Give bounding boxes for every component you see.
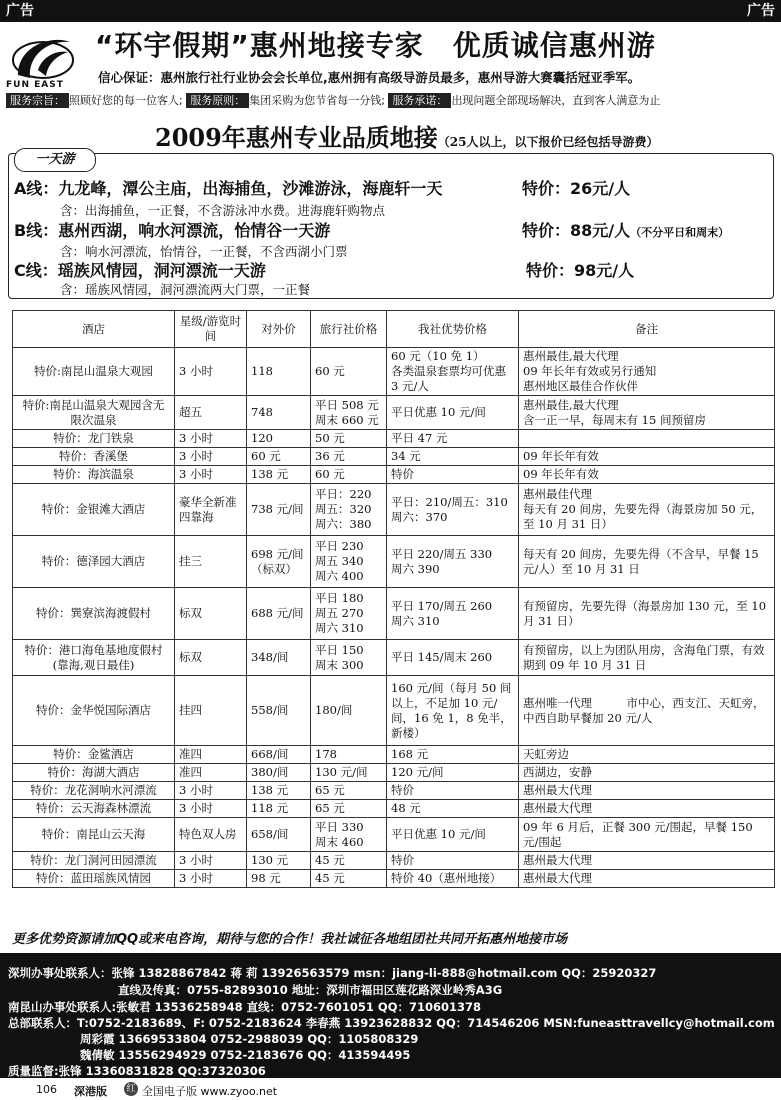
contact-line: 直线及传真：0755-82893010 地址：深圳市福田区莲花路深业岭秀A3G	[118, 983, 503, 997]
contact-block	[0, 953, 781, 1078]
table-cell: 平日优惠 10 元/间	[387, 396, 519, 430]
table-cell: 特价：蓝田瑶族风情园	[13, 870, 175, 888]
table-cell: 特价：龙门洞河田园漂流	[13, 852, 175, 870]
table-cell: 特价	[387, 782, 519, 800]
col-header-agency-price: 旅行社价格	[311, 311, 387, 348]
contact-line: 南昆山办事处联系人:张敏君 13536258948 直线：0752-7601051 QQ：710601378	[8, 1000, 481, 1014]
table-cell: 748	[247, 396, 311, 430]
table-cell: 130 元	[247, 852, 311, 870]
table-cell: 惠州最佳,最大代理 含一正一早，每周末有 15 间预留房	[519, 396, 775, 430]
table-row	[13, 746, 775, 764]
table-cell: 3 小时	[175, 348, 247, 396]
table-cell: 准四	[175, 764, 247, 782]
table-cell: 平日：220 周五：320 周六：380	[311, 484, 387, 536]
table-cell: 09 年长年有效	[519, 466, 775, 484]
table-cell: 特价：港口海龟基地度假村(靠海,观日最佳)	[13, 640, 175, 676]
tour-b-price-note: （不分平日和周末）	[630, 226, 730, 239]
table-cell: 45 元	[311, 870, 387, 888]
table-cell: 658/间	[247, 818, 311, 852]
table-cell: 120 元/间	[387, 764, 519, 782]
table-cell: 130 元/间	[311, 764, 387, 782]
table-cell: 138 元	[247, 466, 311, 484]
table-cell: 特价	[387, 466, 519, 484]
table-cell: 平日 180 周五 270 周六 310	[311, 588, 387, 640]
table-cell	[519, 430, 775, 448]
edition-label: 深港版	[74, 1085, 107, 1098]
table-cell: 特价：云天海森林漂流	[13, 800, 175, 818]
table-cell: 特价:南昆山温泉大观园	[13, 348, 175, 396]
table-cell: 平日 230 周五 340 周六 400	[311, 536, 387, 588]
table-cell: 98 元	[247, 870, 311, 888]
table-cell: 特价:南昆山温泉大观园含无限次温泉	[13, 396, 175, 430]
logo-text: FUN EAST	[6, 80, 64, 90]
table-cell: 平日 47 元	[387, 430, 519, 448]
table-cell: 平日 145/周末 260	[387, 640, 519, 676]
col-header-hotel: 酒店	[13, 311, 175, 348]
table-cell: 50 元	[311, 430, 387, 448]
col-header-star: 星级/游览时间	[175, 311, 247, 348]
table-row	[13, 484, 775, 536]
cta-text: 更多优势资源请加QQ或来电咨询，期待与您的合作！我社诚征各地组团社共同开拓惠州地接市场	[12, 932, 568, 947]
table-cell: 特价：德泽园大酒店	[13, 536, 175, 588]
table-cell: 09 年 6 月后，正餐 300 元/围起，早餐 150 元/围起	[519, 818, 775, 852]
table-row	[13, 782, 775, 800]
table-cell: 平日 170/周五 260 周六 310	[387, 588, 519, 640]
table-row	[13, 800, 775, 818]
col-header-our-price: 我社优势价格	[387, 311, 519, 348]
col-header-public-price: 对外价	[247, 311, 311, 348]
table-cell: 平日：210/周五：310 周六：370	[387, 484, 519, 536]
section-title	[155, 118, 659, 153]
table-cell: 3 小时	[175, 466, 247, 484]
tour-c-price	[526, 258, 634, 281]
table-cell: 65 元	[311, 800, 387, 818]
table-cell: 3 小时	[175, 448, 247, 466]
top-banner	[0, 0, 781, 22]
one-day-tour-badge: 一天游	[14, 148, 96, 172]
table-cell: 60 元	[311, 348, 387, 396]
hotel-price-table	[12, 310, 775, 888]
table-cell: 平日 150 周末 300	[311, 640, 387, 676]
table-cell: 60 元	[247, 448, 311, 466]
table-cell: 平日 220/周五 330 周六 390	[387, 536, 519, 588]
table-row	[13, 396, 775, 430]
table-cell: 每天有 20 间房，先要先得（不含早，早餐 15 元/人）至 10 月 31 日	[519, 536, 775, 588]
col-header-notes: 备注	[519, 311, 775, 348]
table-cell: 668/间	[247, 746, 311, 764]
table-cell: 特价	[387, 852, 519, 870]
table-row	[13, 852, 775, 870]
table-cell: 惠州最大代理	[519, 800, 775, 818]
table-cell: 惠州最大代理	[519, 870, 775, 888]
table-cell: 惠州最大代理	[519, 852, 775, 870]
tour-c-includes: 含：瑶族风情园，洞河漂流两大门票，一正餐	[60, 282, 311, 297]
table-cell: 特价：龙门铁泉	[13, 430, 175, 448]
table-cell: 特价：海湖大酒店	[13, 764, 175, 782]
tour-b-includes: 含：响水河漂流，怡情谷，一正餐，不含西湖小门票	[60, 244, 348, 259]
table-cell: 3 小时	[175, 870, 247, 888]
table-cell: 特价 40（惠州地接）	[387, 870, 519, 888]
table-cell: 558/间	[247, 676, 311, 746]
page-number: 106	[36, 1083, 57, 1096]
contact-line: 周彩霞 13669533804 0752-2988039 QQ：1105808329	[80, 1032, 419, 1046]
table-cell: 138 元	[247, 782, 311, 800]
tour-a-price	[522, 176, 630, 199]
table-cell: 09 年长年有效	[519, 448, 775, 466]
tour-a-name: A线：九龙峰，潭公主庙，出海捕鱼，沙滩游泳，海鹿轩一天	[14, 179, 443, 198]
table-cell: 118	[247, 348, 311, 396]
service-text: 集团采购为您节省每一分钱;	[249, 94, 385, 107]
section-title-text: 2009年惠州专业品质地接	[155, 123, 438, 152]
table-cell: 西湖边，安静	[519, 764, 775, 782]
table-row	[13, 448, 775, 466]
table-cell: 348/间	[247, 640, 311, 676]
service-tag: 服务承诺：	[388, 93, 451, 108]
table-cell: 有预留房，以上为团队用房，含海龟门票，有效期到 09 年 10 月 31 日	[519, 640, 775, 676]
table-cell: 120	[247, 430, 311, 448]
service-tag: 服务宗旨：	[6, 93, 69, 108]
guarantee: 信心保证：惠州旅行社行业协会会长单位,惠州拥有高级导游员最多，惠州导游大赛囊括冠亚季军。	[98, 70, 641, 85]
tour-a-price-text: 特价：26元/人	[522, 179, 631, 198]
service-text: 照顾好您的每一位客人;	[69, 94, 183, 107]
table-cell: 特价：巽寮滨海渡假村	[13, 588, 175, 640]
table-cell: 特价：海滨温泉	[13, 466, 175, 484]
table-cell: 168 元	[387, 746, 519, 764]
page-footer	[0, 1080, 781, 1100]
table-cell: 特价：金鲨酒店	[13, 746, 175, 764]
table-cell: 挂四	[175, 676, 247, 746]
table-cell: 挂三	[175, 536, 247, 588]
headline: “环宇假期”惠州地接专家 优质诚信惠州游	[95, 29, 656, 62]
table-cell: 特价：香溪堡	[13, 448, 175, 466]
tour-c-price-text: 特价：98元/人	[526, 261, 635, 280]
table-cell: 698 元/间（标双）	[247, 536, 311, 588]
contact-line: 总部联系人：T:0752-2183689、F: 0752-2183624 李春燕 13923628832 QQ：714546206 MSN:funeasttravellcy@hotmail.com	[8, 1016, 775, 1030]
table-cell: 平日 508 元 周末 660 元	[311, 396, 387, 430]
table-cell: 3 小时	[175, 852, 247, 870]
table-cell: 688 元/间	[247, 588, 311, 640]
site-label: 全国电子版 www.zyoo.net	[142, 1085, 278, 1098]
table-row	[13, 818, 775, 852]
table-cell: 标双	[175, 588, 247, 640]
table-header-row	[13, 311, 775, 348]
contact-line: 质量监督:张锋 13360831828 QQ:37320306	[8, 1064, 266, 1078]
table-row	[13, 588, 775, 640]
table-cell: 3 小时	[175, 430, 247, 448]
table-cell: 特价：龙花洞响水河漂流	[13, 782, 175, 800]
table-cell: 惠州唯一代理 市中心，西支江、天虹旁，中西自助早餐加 20 元/人	[519, 676, 775, 746]
table-cell: 特价：金华悦国际酒店	[13, 676, 175, 746]
table-cell: 36 元	[311, 448, 387, 466]
table-row	[13, 536, 775, 588]
table-cell: 惠州最佳代理 每天有 20 间房，先要先得（海景房加 50 元，至 10 月 31 日）	[519, 484, 775, 536]
table-cell: 60 元（10 免 1） 各类温泉套票均可优惠 3 元/人	[387, 348, 519, 396]
tour-b-price-text: 特价：88元/人	[522, 221, 631, 240]
contact-line: 魏倩敏 13556294929 0752-2183676 QQ：413594495	[80, 1048, 411, 1062]
service-bar	[6, 92, 776, 110]
table-row	[13, 676, 775, 746]
table-cell: 380/间	[247, 764, 311, 782]
table-cell: 65 元	[311, 782, 387, 800]
table-cell: 118 元	[247, 800, 311, 818]
table-cell: 有预留房，先要先得（海景房加 130 元，至 10 月 31 日）	[519, 588, 775, 640]
table-cell: 60 元	[311, 466, 387, 484]
table-cell: 45 元	[311, 852, 387, 870]
table-cell: 34 元	[387, 448, 519, 466]
service-text: 出现问题全部现场解决，直到客人满意为止	[451, 94, 661, 107]
tour-a-includes: 含：出海捕鱼，一正餐，不含游泳冲水费。进海鹿轩购物点	[60, 203, 386, 218]
table-row	[13, 466, 775, 484]
table-cell: 天虹旁边	[519, 746, 775, 764]
tour-b-name: B线：惠州西湖，响水河漂流，怡情谷一天游	[14, 221, 331, 240]
table-cell: 178	[311, 746, 387, 764]
table-cell: 平日 330 周末 460	[311, 818, 387, 852]
table-cell: 3 小时	[175, 800, 247, 818]
table-cell: 豪华全新准四靠海	[175, 484, 247, 536]
service-tag: 服务原则：	[186, 93, 249, 108]
table-cell: 特色双人房	[175, 818, 247, 852]
edition-badge: 红	[124, 1082, 138, 1096]
table-row	[13, 348, 775, 396]
tour-b-price	[522, 218, 729, 241]
table-row	[13, 430, 775, 448]
ad-label-left: 广告	[6, 3, 34, 19]
table-cell: 48 元	[387, 800, 519, 818]
table-cell: 惠州最大代理	[519, 782, 775, 800]
table-cell: 标双	[175, 640, 247, 676]
table-cell: 超五	[175, 396, 247, 430]
table-cell: 特价：金银滩大酒店	[13, 484, 175, 536]
table-cell: 160 元/间（每月 50 间以上，不足加 10 元/间，16 免 1，8 免半，新楼）	[387, 676, 519, 746]
table-row	[13, 764, 775, 782]
table-row	[13, 640, 775, 676]
ad-label-right: 广告	[747, 3, 775, 19]
table-cell: 738 元/间	[247, 484, 311, 536]
table-cell: 惠州最佳,最大代理 09 年长年有效或另行通知 惠州地区最佳合作伙伴	[519, 348, 775, 396]
section-title-note: （25人以上，以下报价已经包括导游费）	[437, 135, 659, 149]
table-row	[13, 870, 775, 888]
table-cell: 特价：南昆山云天海	[13, 818, 175, 852]
table-cell: 180/间	[311, 676, 387, 746]
table-cell: 3 小时	[175, 782, 247, 800]
contact-line: 深圳办事处联系人：张锋 13828867842 蒋 莉 13926563579 msn：jiang-li-888@hotmail.com QQ：25920327	[8, 966, 657, 980]
table-cell: 平日优惠 10 元/间	[387, 818, 519, 852]
table-cell: 准四	[175, 746, 247, 764]
tour-c-name: C线：瑶族风情园，洞河漂流一天游	[14, 261, 266, 280]
